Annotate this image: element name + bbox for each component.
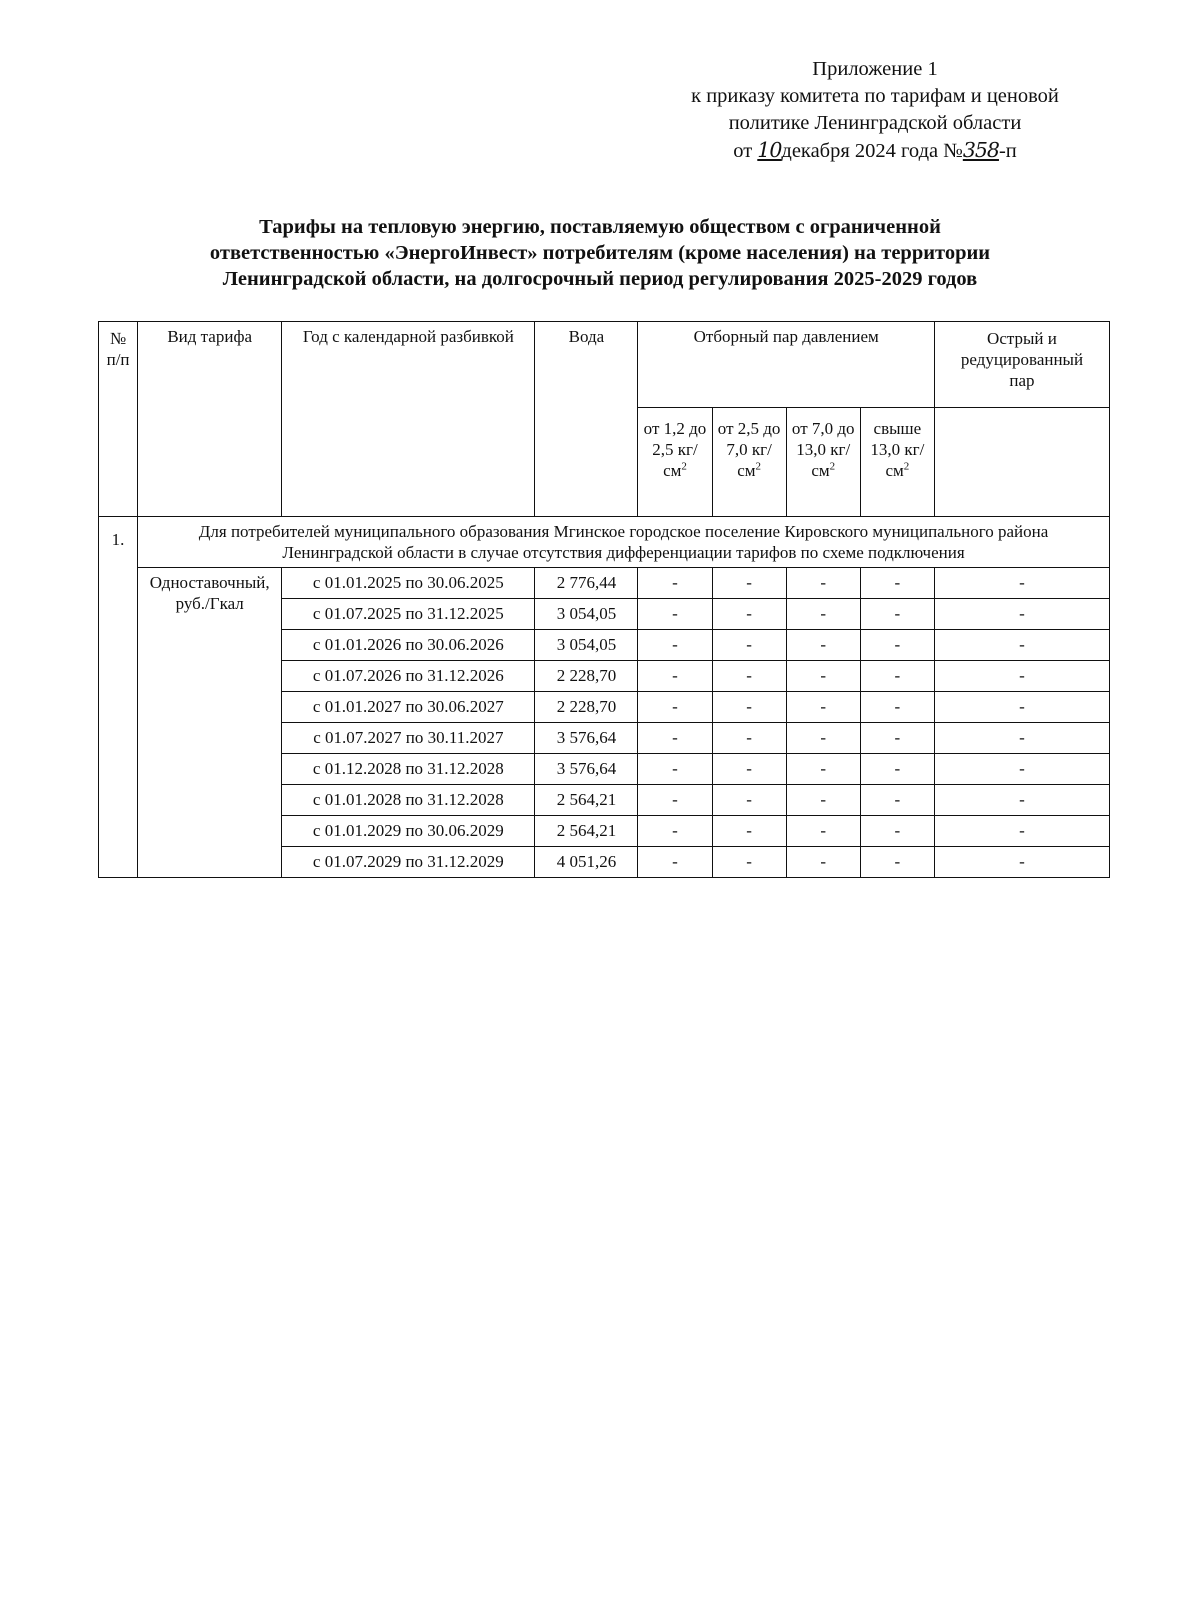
row-period: с 01.07.2029 по 31.12.2029 [282,847,535,878]
title-line-2: ответственностью «ЭнергоИнвест» потребителям (кроме населения) на территории [209,242,991,264]
section-row [99,517,1110,568]
header-sharp-steam-blank [934,408,1109,517]
row-empty-value: - [712,692,786,723]
header-pressure-2-sup: 2 [755,460,762,473]
row-empty-value: - [786,599,860,630]
header-pressure-4-text: свыше 13,0 кг/см [870,419,925,480]
document-title [120,214,1080,292]
row-empty-value: - [860,723,934,754]
annex-number-suffix: -п [998,140,1017,162]
header-pressure-2-text: от 2,5 до 7,0 кг/см [717,419,781,480]
header-num: № п/п [99,322,138,517]
row-empty-value: - [786,630,860,661]
row-empty-value: - [860,785,934,816]
header-steam-group: Отборный пар давлением [638,322,935,408]
row-period: с 01.07.2026 по 31.12.2026 [282,661,535,692]
row-empty-value: - [638,847,712,878]
row-empty-value: - [712,754,786,785]
handwritten-number: 358 [962,138,999,162]
row-empty-value: - [638,692,712,723]
row-empty-value: - [638,599,712,630]
annex-committee: политике Ленинградской области [728,112,1022,134]
title-line-1: Тарифы на тепловую энергию, поставляемую обществом с ограниченной [259,216,941,238]
row-empty-value: - [712,847,786,878]
row-empty-value: - [638,754,712,785]
row-empty-value: - [786,661,860,692]
header-kind: Вид тарифа [138,322,282,517]
row-empty-value: - [786,692,860,723]
header-pressure-3 [786,408,860,517]
row-empty-value: - [786,785,860,816]
row-period: с 01.01.2026 по 30.06.2026 [282,630,535,661]
row-period: с 01.01.2027 по 30.06.2027 [282,692,535,723]
header-pressure-1-text: от 1,2 до 2,5 кг/см [643,419,707,480]
header-period: Год с календарной разбивкой [282,322,535,517]
row-period: с 01.07.2027 по 30.11.2027 [282,723,535,754]
row-empty-value: - [638,723,712,754]
row-empty-value: - [860,630,934,661]
row-empty-value: - [934,723,1109,754]
row-empty-value: - [638,568,712,599]
row-water-value: 2 564,21 [535,816,638,847]
row-empty-value: - [786,723,860,754]
annex-title: Приложение 1 [812,58,938,80]
row-empty-value: - [934,692,1109,723]
header-pressure-1-sup: 2 [681,460,687,473]
annex-header [640,56,1110,165]
row-water-value: 3 054,05 [535,599,638,630]
row-water-value: 4 051,26 [535,847,638,878]
row-empty-value: - [860,692,934,723]
row-empty-value: - [712,661,786,692]
annex-date-middle: декабря 2024 года № [781,140,963,162]
row-empty-value: - [860,847,934,878]
row-empty-value: - [712,816,786,847]
row-empty-value: - [934,599,1109,630]
header-water: Вода [535,322,638,517]
title-line-3: Ленинградской области, на долгосрочный период регулирования 2025-2029 годов [222,268,978,290]
row-empty-value: - [934,785,1109,816]
row-empty-value: - [934,661,1109,692]
row-water-value: 2 228,70 [535,692,638,723]
header-pressure-2 [712,408,786,517]
row-empty-value: - [638,785,712,816]
section-number: 1. [99,517,138,878]
row-empty-value: - [786,847,860,878]
header-pressure-4 [860,408,934,517]
header-pressure-4-sup: 2 [903,460,910,473]
header-pressure-1 [638,408,712,517]
row-period: с 01.01.2028 по 31.12.2028 [282,785,535,816]
row-empty-value: - [786,816,860,847]
tariff-kind: Одноставочный, руб./Гкал [138,568,282,878]
row-empty-value: - [712,630,786,661]
row-empty-value: - [860,599,934,630]
row-empty-value: - [934,630,1109,661]
row-period: с 01.07.2025 по 31.12.2025 [282,599,535,630]
annex-date-prefix: от [733,140,753,162]
row-empty-value: - [934,847,1109,878]
handwritten-day: 10 [757,138,782,162]
row-empty-value: - [786,568,860,599]
row-water-value: 2 228,70 [535,661,638,692]
row-water-value: 2 776,44 [535,568,638,599]
header-sharp-steam: Острый и редуцированный пар [934,322,1109,408]
row-empty-value: - [934,754,1109,785]
row-empty-value: - [638,661,712,692]
annex-date-number [640,137,1110,165]
annex-order-ref: к приказу комитета по тарифам и ценовой [691,85,1059,107]
row-empty-value: - [860,661,934,692]
row-empty-value: - [860,754,934,785]
row-water-value: 3 576,64 [535,723,638,754]
row-empty-value: - [860,816,934,847]
row-empty-value: - [712,723,786,754]
row-empty-value: - [712,785,786,816]
row-empty-value: - [860,568,934,599]
header-pressure-3-text: от 7,0 до 13,0 кг/см [791,419,855,480]
row-empty-value: - [786,754,860,785]
row-period: с 01.12.2028 по 31.12.2028 [282,754,535,785]
row-empty-value: - [712,568,786,599]
row-empty-value: - [934,816,1109,847]
row-empty-value: - [638,816,712,847]
row-empty-value: - [712,599,786,630]
row-empty-value: - [638,630,712,661]
table-row [99,568,1110,599]
row-period: с 01.01.2029 по 30.06.2029 [282,816,535,847]
row-period: с 01.01.2025 по 30.06.2025 [282,568,535,599]
row-water-value: 3 576,64 [535,754,638,785]
section-description: Для потребителей муниципального образования Мгинское городское поселение Кировского муниципального района Ленинградской области в случае отсутствия дифференциации тарифов по схеме подключения [138,517,1110,568]
row-empty-value: - [934,568,1109,599]
header-pressure-3-sup: 2 [829,460,836,473]
row-water-value: 2 564,21 [535,785,638,816]
row-water-value: 3 054,05 [535,630,638,661]
tariff-table [98,321,1110,878]
